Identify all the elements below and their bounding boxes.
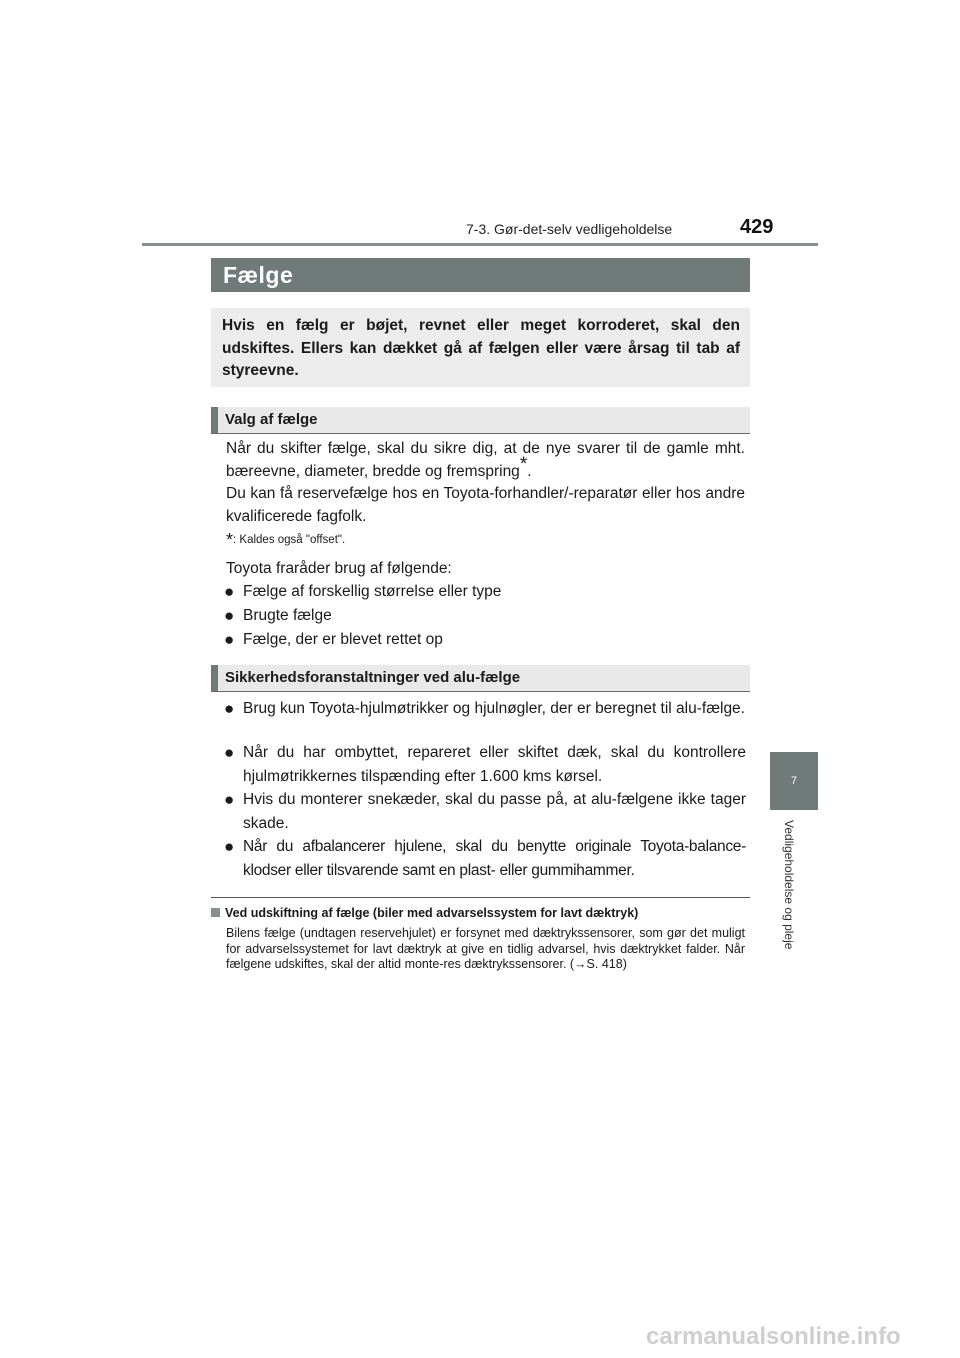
footnote-mark: * xyxy=(226,530,234,550)
section1-body xyxy=(226,438,745,528)
section-divider xyxy=(211,897,750,898)
list-item xyxy=(224,604,746,628)
bullet-icon: ● xyxy=(224,630,235,649)
note-heading xyxy=(211,906,638,920)
intro-box xyxy=(211,308,750,387)
chapter-number: 7 xyxy=(790,775,798,787)
list-item xyxy=(224,628,746,652)
page-number: 429 xyxy=(740,216,774,238)
bullet-icon: ● xyxy=(224,790,235,809)
list-item-text: Når du har ombyttet, repareret eller skiftet dæk, skal du kontrollere hjulmøtrikkernes tilspænding efter 1.600 kms kørsel. xyxy=(243,744,746,785)
list-item-text: Hvis du monterer snekæder, skal du passe på, at alu-fælgene ikke tager skade. xyxy=(243,791,746,832)
chapter-tab xyxy=(770,752,818,810)
bullet-icon: ● xyxy=(224,699,235,718)
asterisk-mark: * xyxy=(519,453,528,475)
bullet-icon: ● xyxy=(224,606,235,625)
chapter-label: Vedligeholdelse og pleje xyxy=(782,820,796,950)
list-item-text: Fælge, der er blevet rettet op xyxy=(243,631,443,648)
list-item-text: Brug kun Toyota-hjulmøtrikker og hjulnøgler, der er beregnet til alu-fælge. xyxy=(243,700,745,717)
paragraph xyxy=(226,438,745,483)
list-item xyxy=(224,580,746,604)
list-item-text: Fælge af forskellig størrelse eller type xyxy=(243,583,502,600)
section-heading-text: Valg af fælge xyxy=(225,411,318,428)
intro-text: Hvis en fælg er bøjet, revnet eller meget korroderet, skal den udskiftes. Ellers kan dækket gå af fælgen eller være årsag til tab af styreevne. xyxy=(222,317,740,379)
page-title: Fælge xyxy=(223,262,294,288)
paragraph: Du kan få reservefælge hos en Toyota-forhandler/-reparatør eller hos andre kvalificerede fagfolk. xyxy=(226,485,745,525)
list-item xyxy=(224,835,746,883)
heading-accent xyxy=(211,407,218,433)
square-bullet-icon xyxy=(211,908,220,917)
paragraph-end: . xyxy=(527,462,532,480)
advice-intro: Toyota fraråder brug af følgende: xyxy=(226,560,452,577)
footnote-text: : Kaldes også "offset". xyxy=(233,534,346,546)
note-heading-text: Ved udskiftning af fælge (biler med advarselssystem for lavt dæktryk) xyxy=(225,906,639,920)
section-heading-alu xyxy=(211,665,750,692)
paragraph-text: Når du skifter fælge, skal du sikre dig, at de nye svarer til de gamle mht. bæreevne, diameter, bredde og fremspring xyxy=(226,440,745,480)
footnote xyxy=(226,530,345,551)
page-title-bar xyxy=(211,258,750,292)
bullet-icon: ● xyxy=(224,837,235,856)
bullet-icon: ● xyxy=(224,582,235,601)
watermark: carmanualsonline.info xyxy=(646,1323,901,1350)
list-item-text: Når du afbalancerer hjulene, skal du benytte originale Toyota-balance-klodser eller tilsvarende samt en plast- eller gummihammer. xyxy=(243,838,746,879)
list-item xyxy=(224,697,746,721)
section-heading-text: Sikkerhedsforanstaltninger ved alu-fælge xyxy=(225,669,521,686)
section-header: 7-3. Gør-det-selv vedligeholdelse xyxy=(466,221,673,237)
bullet-icon: ● xyxy=(224,743,235,762)
header-rule xyxy=(142,243,818,246)
list-item-text: Brugte fælge xyxy=(243,607,332,624)
list-item xyxy=(224,741,746,789)
heading-accent xyxy=(211,665,218,691)
section-heading-valg xyxy=(211,407,750,434)
note-body: Bilens fælge (undtagen reservehjulet) er forsynet med dæktrykssensorer, som gør det muligt for advarselssystemet for lavt dæktryk at give en tidlig advarsel, hvis dæktrykket falder. Når fælgene udskiftes, skal der altid monte-res dæktrykssensorer. (→S. 418) xyxy=(226,926,745,971)
list-item xyxy=(224,788,746,836)
